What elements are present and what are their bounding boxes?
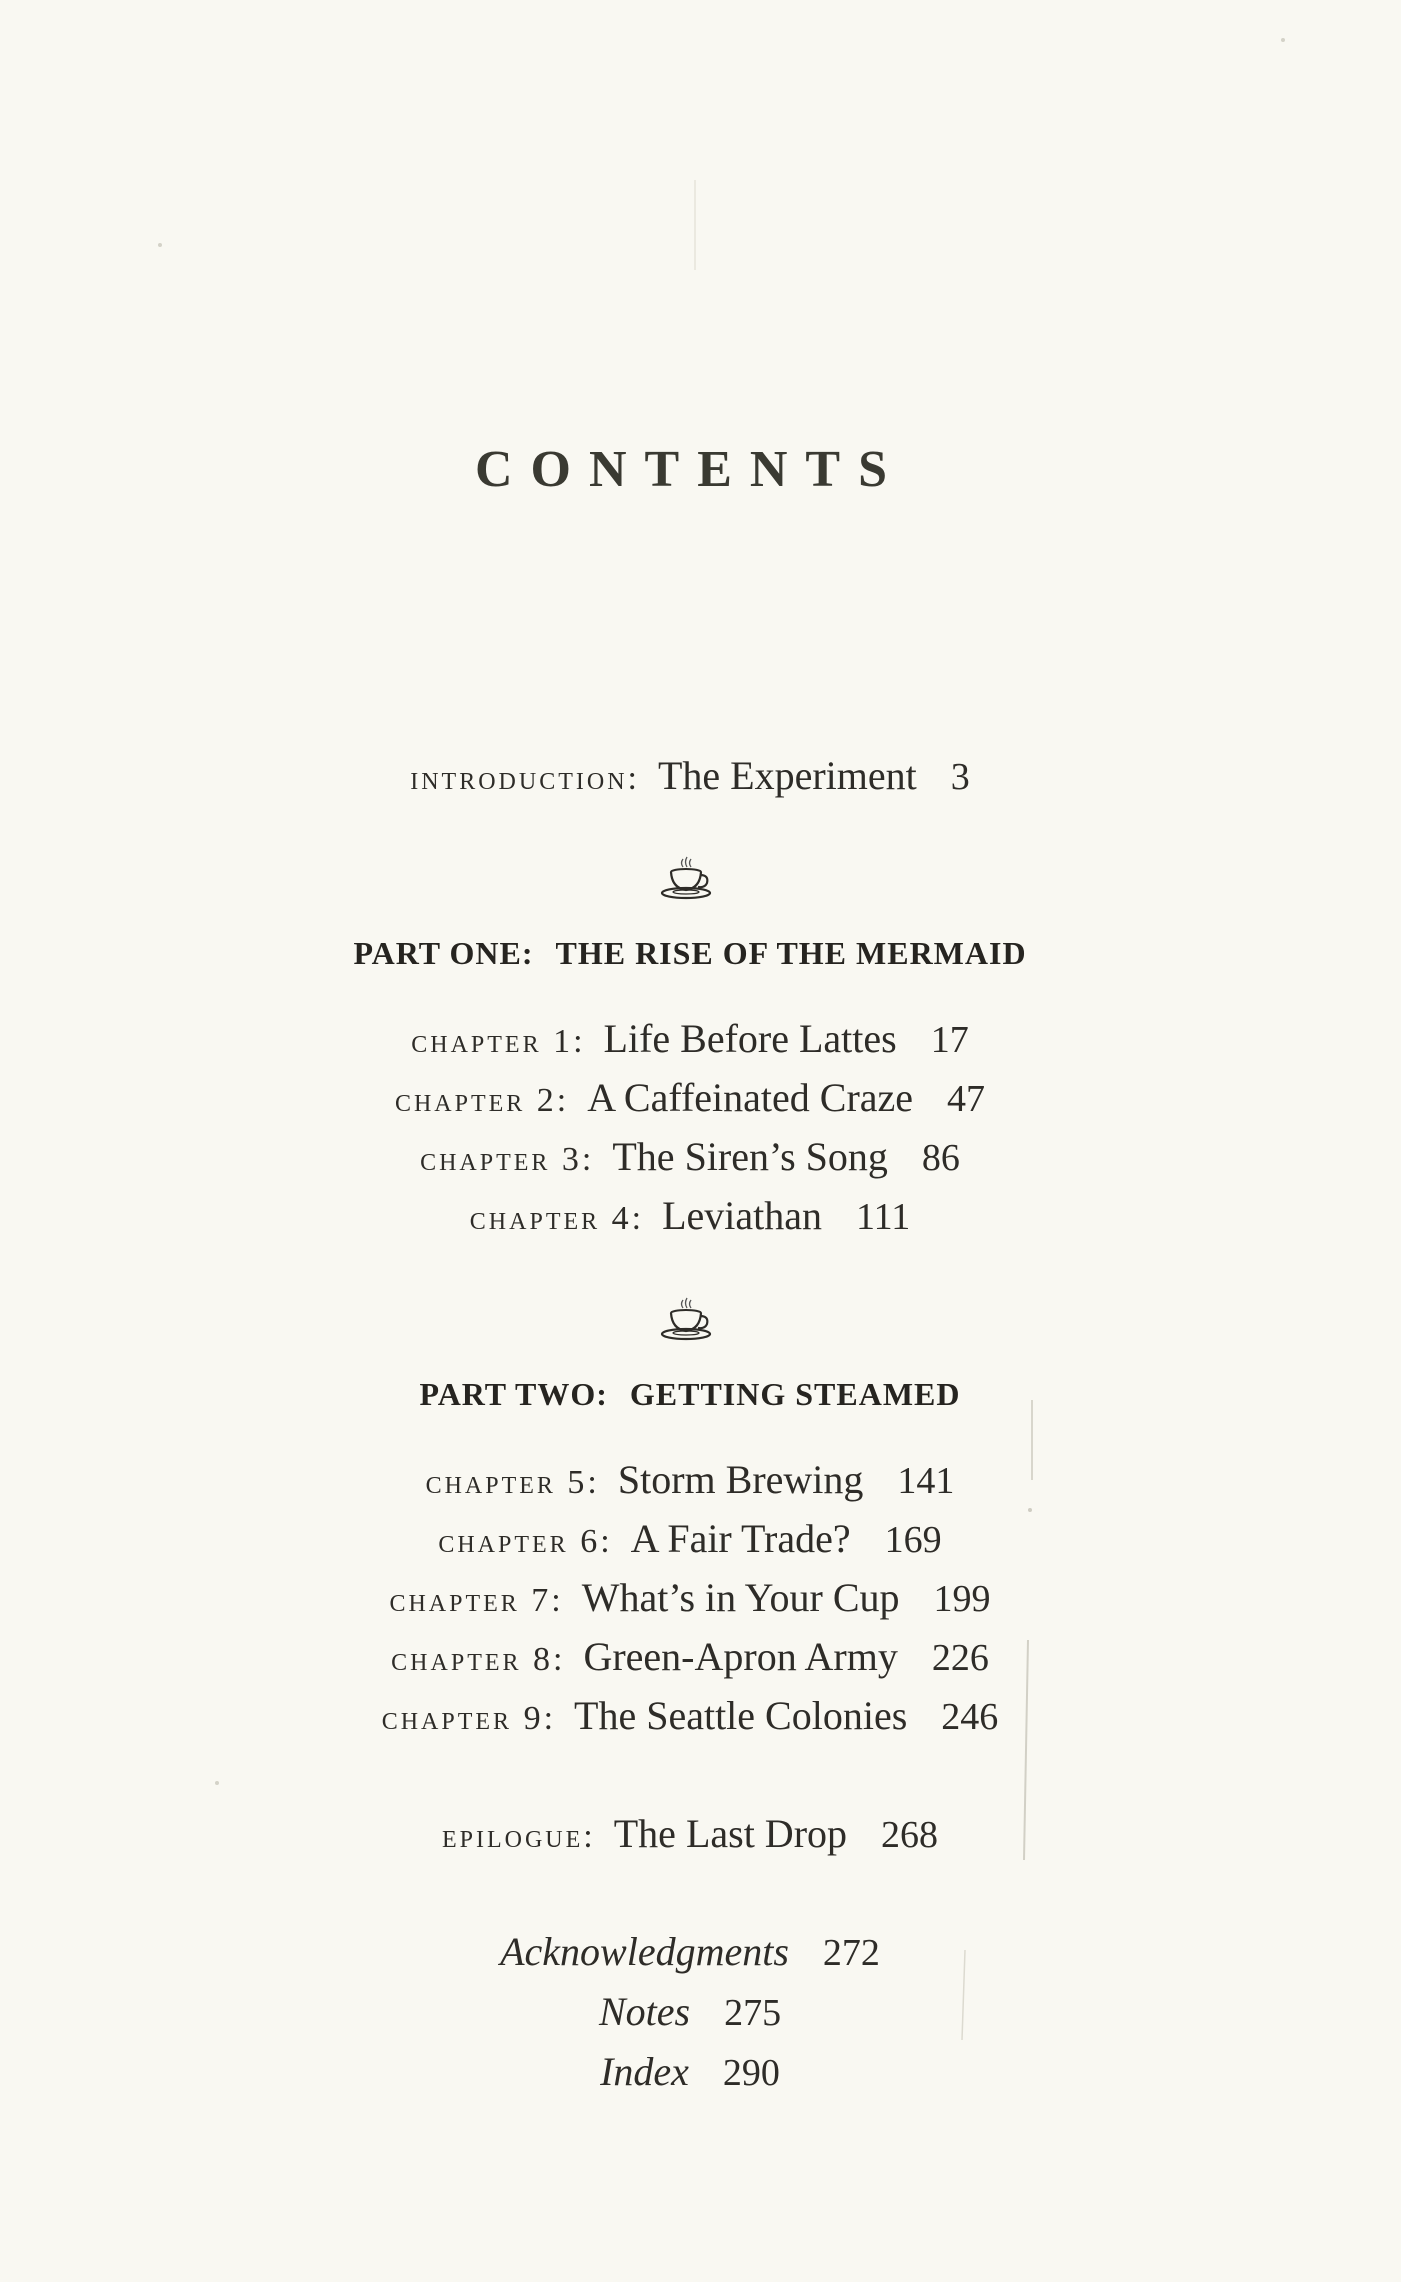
entry-page-number: 111: [856, 1196, 911, 1238]
entry-label: introduction:: [410, 760, 640, 797]
entry-page-number: 169: [884, 1519, 942, 1561]
entry-title: Life Before Lattes: [603, 1016, 897, 1061]
entry-title: Index: [600, 2049, 689, 2094]
entry-label: chapter 3:: [420, 1141, 595, 1178]
toc-entry-chapter-5[interactable]: [0, 1456, 1380, 1503]
coffee-cup-icon: [656, 1296, 716, 1346]
entry-title: Acknowledgments: [500, 1929, 789, 1974]
entry-page-number: 246: [941, 1696, 999, 1738]
entry-title: The Seattle Colonies: [574, 1693, 908, 1738]
entry-title: The Last Drop: [613, 1811, 848, 1856]
entry-page-number: 226: [931, 1637, 989, 1679]
part-title: THE RISE OF THE MERMAID: [555, 935, 1027, 971]
toc-entry-epilogue[interactable]: [0, 1810, 1380, 1857]
toc-entry-introduction[interactable]: [0, 752, 1380, 799]
entry-page-number: 268: [881, 1814, 939, 1856]
entry-title: Leviathan: [662, 1193, 823, 1238]
part-label: PART ONE:: [353, 935, 534, 971]
toc-entry-index[interactable]: [0, 2048, 1380, 2095]
entry-label: chapter 7:: [389, 1582, 564, 1619]
toc-entry-chapter-6[interactable]: [0, 1515, 1380, 1562]
toc-entry-chapter-9[interactable]: [0, 1692, 1380, 1739]
toc-entry-acknowledgments[interactable]: [0, 1928, 1380, 1975]
entry-title: Notes: [598, 1989, 691, 2034]
entry-label: chapter 5:: [425, 1464, 600, 1501]
entry-page-number: 272: [822, 1932, 880, 1974]
toc-entry-chapter-2[interactable]: [0, 1074, 1380, 1121]
entry-title: The Siren’s Song: [612, 1134, 888, 1179]
entry-label: chapter 9:: [381, 1700, 557, 1737]
part-label: PART TWO:: [419, 1376, 608, 1412]
page-title: CONTENTS: [474, 441, 906, 498]
toc-entry-chapter-1[interactable]: [0, 1015, 1380, 1062]
entry-title: A Fair Trade?: [630, 1516, 851, 1561]
toc-entry-chapter-3[interactable]: [0, 1133, 1380, 1180]
coffee-cup-icon: [656, 855, 716, 905]
entry-label: chapter 4:: [469, 1200, 645, 1237]
toc-entry-notes[interactable]: [0, 1988, 1380, 2035]
entry-title: Green-Apron Army: [583, 1634, 898, 1679]
entry-label: chapter 8:: [391, 1641, 566, 1678]
part-heading-one[interactable]: [0, 935, 1380, 972]
entry-label: epilogue:: [441, 1818, 596, 1855]
entry-page-number: 86: [921, 1137, 960, 1179]
entry-label: chapter 6:: [438, 1523, 613, 1560]
entry-label: chapter 1:: [411, 1023, 586, 1060]
entry-label: chapter 2:: [394, 1082, 570, 1119]
part-heading-two[interactable]: [0, 1376, 1380, 1413]
entry-title: Storm Brewing: [617, 1457, 864, 1502]
entry-page-number: 141: [897, 1460, 955, 1502]
entry-page-number: 47: [947, 1078, 986, 1120]
entry-title: A Caffeinated Craze: [587, 1075, 914, 1120]
entry-page-number: 275: [724, 1992, 782, 2034]
toc-entry-chapter-8[interactable]: [0, 1633, 1380, 1680]
toc-entry-chapter-7[interactable]: [0, 1574, 1380, 1621]
entry-page-number: 290: [722, 2052, 780, 2094]
entry-title: The Experiment: [657, 753, 917, 798]
entry-page-number: 199: [933, 1578, 991, 1620]
part-title: GETTING STEAMED: [629, 1376, 961, 1412]
entry-page-number: 3: [950, 756, 970, 798]
toc-entry-chapter-4[interactable]: [0, 1192, 1380, 1239]
entry-title: What’s in Your Cup: [581, 1575, 900, 1620]
entry-page-number: 17: [930, 1019, 969, 1061]
